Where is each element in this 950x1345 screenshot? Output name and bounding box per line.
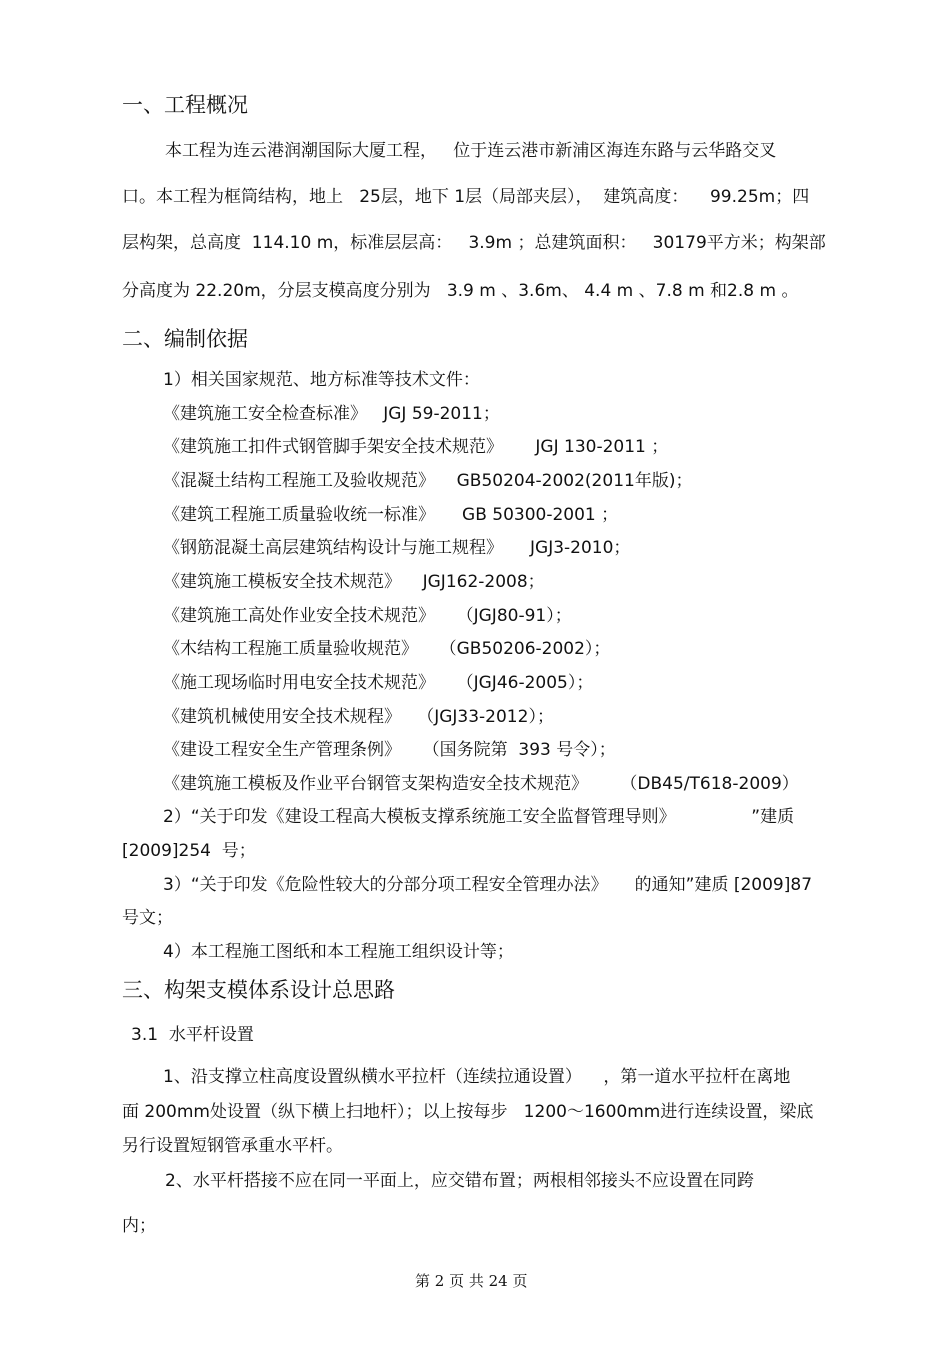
paragraph-line: 口。本工程为框筒结构，地上 25层，地下 1层（局部夹层）， 建筑高度： 99.25m；四: [122, 187, 810, 207]
standard-item: 《木结构工程施工质量验收规范》 （GB50206-2002）；: [163, 639, 611, 659]
standard-item: 《建筑施工扣件式钢管脚手架安全技术规范》 JGJ 130-2011 ；: [163, 437, 669, 457]
standard-item: 《施工现场临时用电安全技术规范》 （JGJ46-2005）；: [163, 673, 594, 693]
paragraph-line: 1、沿支撑立柱高度设置纵横水平拉杆（连续拉通设置） ，第一道水平拉杆在离地: [163, 1067, 791, 1087]
paragraph-line: 2、水平杆搭接不应在同一平面上，应交错布置；两根相邻接头不应设置在同跨: [165, 1171, 754, 1191]
standard-item: 《建筑施工模板安全技术规范》 JGJ162-2008；: [163, 572, 545, 592]
list-item: 1）相关国家规范、地方标准等技术文件：: [163, 370, 480, 390]
list-item: 2）“关于印发《建设工程高大模板支撑系统施工安全监督管理导则》 ”建质: [163, 807, 795, 827]
standard-item: 《建筑施工安全检查标准》 JGJ 59-2011；: [163, 404, 500, 424]
subsection-heading: 3.1 水平杆设置: [131, 1025, 254, 1045]
section-heading-1: 一、工程概况: [122, 93, 248, 117]
section-heading-2: 二、编制依据: [122, 327, 248, 351]
standard-item: 《建筑工程施工质量验收统一标准》 GB 50300-2001 ；: [163, 505, 619, 525]
paragraph-line: 分高度为 22.20m，分层支模高度分别为 3.9 m 、3.6m、 4.4 m 、7.8 m 和2.8 m 。: [122, 281, 799, 301]
standard-item: 《建筑施工模板及作业平台钢管支架构造安全技术规范》 （DB45/T618-2009）: [163, 774, 799, 794]
list-item: 3）“关于印发《危险性较大的分部分项工程安全管理办法》 的通知”建质 [2009]87: [163, 875, 813, 895]
standard-item: 《混凝土结构工程施工及验收规范》 GB50204-2002(2011年版)；: [163, 471, 693, 491]
list-item: 4）本工程施工图纸和本工程施工组织设计等；: [163, 942, 514, 962]
paragraph-line: 内；: [122, 1216, 156, 1236]
page-footer: 第 2 页 共 24 页: [415, 1272, 528, 1290]
paragraph-line: 层构架，总高度 114.10 m，标准层层高： 3.9m ；总建筑面积： 30179平方米；构架部: [122, 233, 826, 253]
paragraph-line: 另行设置短钢管承重水平杆。: [122, 1136, 343, 1156]
section-heading-3: 三、构架支模体系设计总思路: [122, 978, 395, 1002]
list-item-continuation: [2009]254 号；: [122, 841, 256, 861]
list-item-continuation: 号文；: [122, 908, 173, 928]
standard-item: 《建设工程安全生产管理条例》 （国务院第 393 号令）；: [163, 740, 616, 760]
standard-item: 《建筑机械使用安全技术规程》 （JGJ33-2012）；: [163, 707, 554, 727]
standard-item: 《建筑施工高处作业安全技术规范》 （JGJ80-91）；: [163, 606, 572, 626]
standard-item: 《钢筋混凝土高层建筑结构设计与施工规程》 JGJ3-2010；: [163, 538, 631, 558]
paragraph-line: 本工程为连云港润潮国际大厦工程， 位于连云港市新浦区海连东路与云华路交叉: [165, 141, 777, 161]
paragraph-line: 面 200mm处设置（纵下横上扫地杆）；以上按每步 1200～1600mm进行连续设置，梁底: [122, 1102, 814, 1122]
